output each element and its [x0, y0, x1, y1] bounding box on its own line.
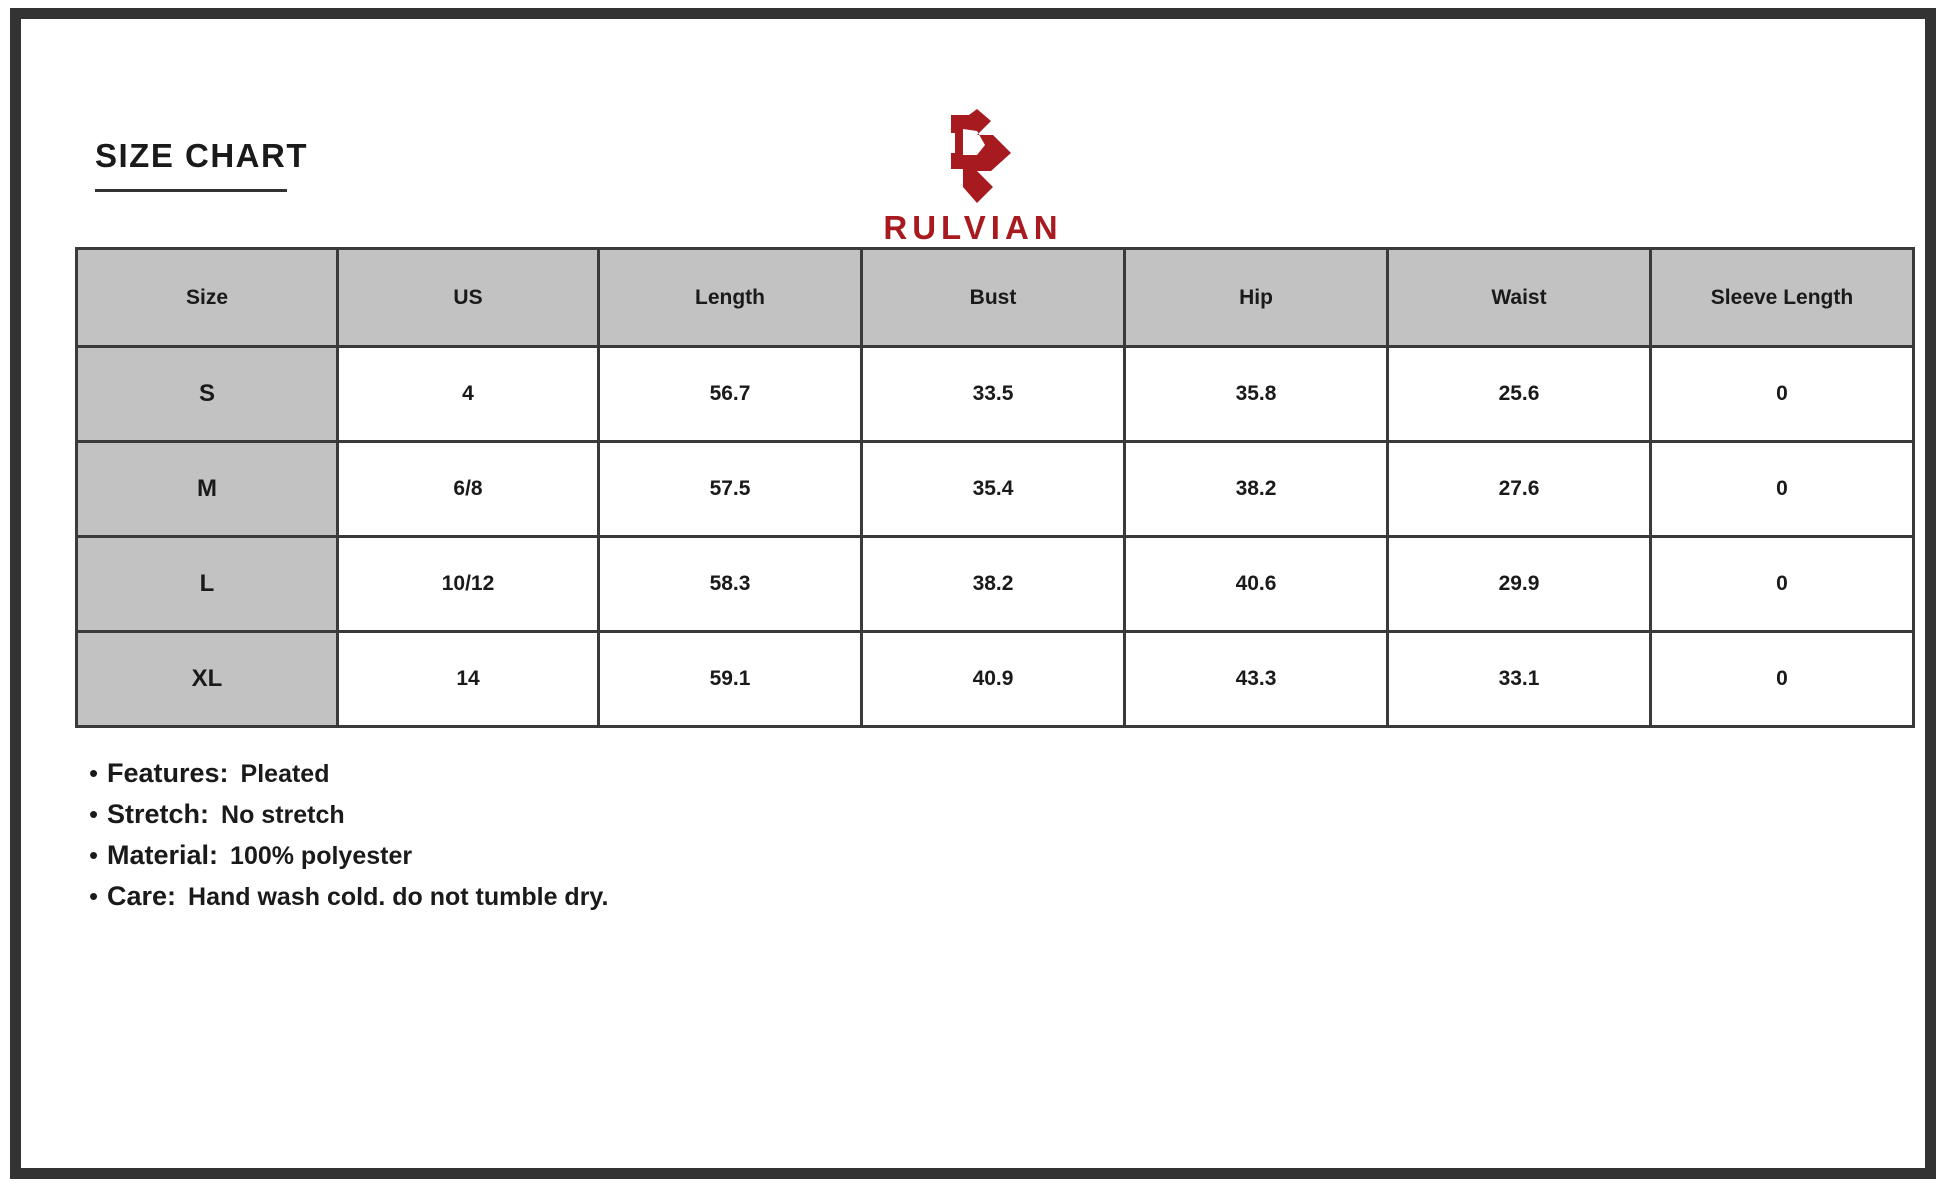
note-value: 100% polyester	[230, 842, 413, 870]
column-header-length: Length	[600, 250, 860, 345]
cell-hip: 38.2	[1126, 443, 1386, 535]
cell-sleeve: 0	[1652, 633, 1912, 725]
table-row	[78, 443, 1912, 535]
cell-size: XL	[78, 633, 336, 725]
note-label: Care:	[107, 881, 177, 911]
cell-length: 57.5	[600, 443, 860, 535]
size-table	[75, 247, 1915, 728]
size-table-container	[73, 247, 1873, 728]
table-body	[78, 348, 1912, 725]
bullet-icon: •	[89, 758, 99, 788]
cell-bust: 35.4	[863, 443, 1123, 535]
cell-bust: 33.5	[863, 348, 1123, 440]
note-value: Pleated	[240, 760, 330, 788]
column-header-hip: Hip	[1126, 250, 1386, 345]
bullet-icon: •	[89, 881, 99, 911]
column-header-sleeve-length: Sleeve Length	[1652, 250, 1912, 345]
column-header-us: US	[339, 250, 597, 345]
cell-us: 6/8	[339, 443, 597, 535]
cell-size: L	[78, 538, 336, 630]
cell-waist: 29.9	[1389, 538, 1649, 630]
note-value: No stretch	[221, 801, 345, 829]
note-item-material	[89, 840, 1873, 871]
cell-waist: 33.1	[1389, 633, 1649, 725]
cell-us: 10/12	[339, 538, 597, 630]
cell-bust: 38.2	[863, 538, 1123, 630]
header	[73, 79, 1873, 246]
table-header-row	[78, 250, 1912, 345]
table-row	[78, 348, 1912, 440]
cell-length: 59.1	[600, 633, 860, 725]
bullet-icon: •	[89, 799, 99, 829]
brand-name: RULVIAN	[883, 209, 1063, 246]
cell-us: 14	[339, 633, 597, 725]
note-item-stretch	[89, 799, 1873, 830]
note-label: Stretch:	[107, 799, 210, 829]
rulvian-r-monogram-icon	[907, 109, 1039, 207]
cell-bust: 40.9	[863, 633, 1123, 725]
cell-sleeve: 0	[1652, 348, 1912, 440]
cell-waist: 25.6	[1389, 348, 1649, 440]
note-item-care	[89, 881, 1873, 912]
cell-length: 58.3	[600, 538, 860, 630]
title-block	[95, 137, 308, 192]
cell-waist: 27.6	[1389, 443, 1649, 535]
cell-sleeve: 0	[1652, 443, 1912, 535]
note-value: Hand wash cold. do not tumble dry.	[188, 883, 609, 911]
product-notes	[73, 758, 1873, 912]
cell-hip: 40.6	[1126, 538, 1386, 630]
table-row	[78, 633, 1912, 725]
cell-hip: 35.8	[1126, 348, 1386, 440]
bullet-icon: •	[89, 840, 99, 870]
column-header-waist: Waist	[1389, 250, 1649, 345]
cell-sleeve: 0	[1652, 538, 1912, 630]
cell-us: 4	[339, 348, 597, 440]
cell-hip: 43.3	[1126, 633, 1386, 725]
page-content	[73, 79, 1873, 1148]
note-item-features	[89, 758, 1873, 789]
cell-size: S	[78, 348, 336, 440]
table-row	[78, 538, 1912, 630]
column-header-size: Size	[78, 250, 336, 345]
cell-length: 56.7	[600, 348, 860, 440]
cell-size: M	[78, 443, 336, 535]
page-title: SIZE CHART	[95, 137, 308, 174]
title-underline	[95, 189, 287, 192]
column-header-bust: Bust	[863, 250, 1123, 345]
page-border	[10, 8, 1936, 1179]
note-label: Material:	[107, 840, 219, 870]
brand-logo	[73, 109, 1873, 247]
note-label: Features:	[107, 758, 229, 788]
table-header	[78, 250, 1912, 345]
